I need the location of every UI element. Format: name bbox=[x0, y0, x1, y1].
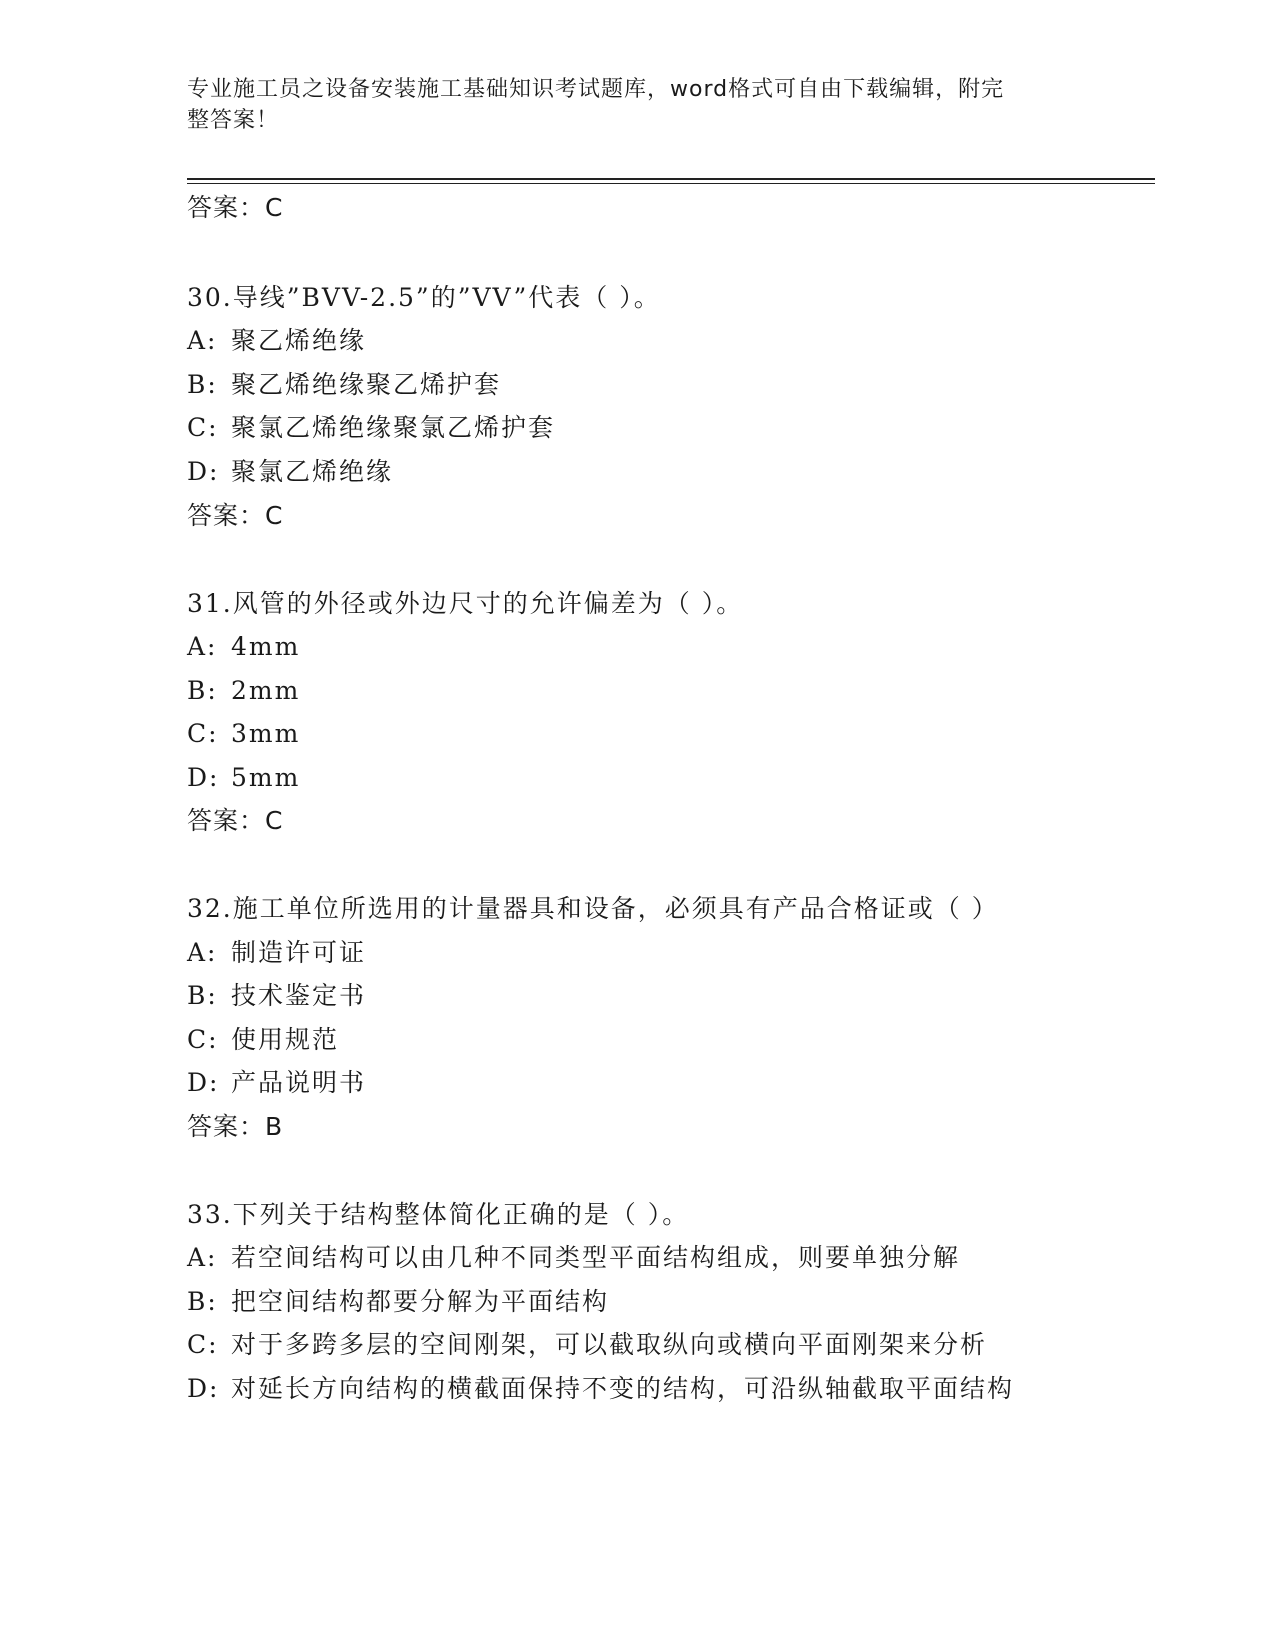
option-a bbox=[187, 1242, 960, 1274]
option-c bbox=[187, 412, 555, 444]
option-a bbox=[187, 937, 366, 969]
option-text: 4mm bbox=[231, 632, 301, 661]
option-text: 2mm bbox=[231, 676, 301, 705]
option-b bbox=[187, 1286, 609, 1318]
option-text: 若空间结构可以由几种不同类型平面结构组成，则要单独分解 bbox=[231, 1243, 961, 1272]
option-label: C: bbox=[187, 1330, 219, 1359]
question-stem: 32.施工单位所选用的计量器具和设备，必须具有产品合格证或（ ） bbox=[187, 894, 999, 923]
option-text: 产品说明书 bbox=[231, 1068, 367, 1097]
answer-line: 答案：B bbox=[187, 1112, 284, 1141]
option-label: A: bbox=[187, 326, 218, 355]
option-text: 对于多跨多层的空间刚架，可以截取纵向或横向平面刚架来分析 bbox=[231, 1330, 988, 1359]
option-d bbox=[187, 456, 393, 488]
option-a bbox=[187, 631, 300, 663]
option-c bbox=[187, 1024, 339, 1056]
answer-line: 答案：C bbox=[187, 193, 284, 222]
option-label: A: bbox=[187, 632, 218, 661]
option-label: D: bbox=[187, 457, 220, 486]
option-d bbox=[187, 762, 300, 794]
option-label: D: bbox=[187, 763, 220, 792]
header-divider-thick bbox=[187, 178, 1155, 180]
option-label: C: bbox=[187, 413, 219, 442]
option-text: 聚氯乙烯绝缘 bbox=[231, 457, 394, 486]
option-label: C: bbox=[187, 719, 219, 748]
option-text: 制造许可证 bbox=[231, 938, 367, 967]
question-stem: 30.导线”BVV-2.5”的”VV”代表（ ）。 bbox=[187, 283, 661, 312]
answer-line: 答案：C bbox=[187, 806, 284, 835]
option-label: D: bbox=[187, 1068, 220, 1097]
option-a bbox=[187, 325, 366, 357]
option-d bbox=[187, 1373, 1014, 1405]
option-label: B: bbox=[187, 676, 218, 705]
option-label: D: bbox=[187, 1374, 220, 1403]
question-stem: 31.风管的外径或外边尺寸的允许偏差为（ ）。 bbox=[187, 589, 744, 618]
option-label: B: bbox=[187, 370, 218, 399]
question-stem: 33.下列关于结构整体简化正确的是（ ）。 bbox=[187, 1200, 690, 1229]
option-text: 把空间结构都要分解为平面结构 bbox=[231, 1287, 610, 1316]
option-text: 聚乙烯绝缘聚乙烯护套 bbox=[231, 370, 502, 399]
option-text: 聚乙烯绝缘 bbox=[231, 326, 367, 355]
option-d bbox=[187, 1067, 366, 1099]
option-c bbox=[187, 1329, 987, 1361]
option-c bbox=[187, 718, 300, 750]
option-label: B: bbox=[187, 981, 218, 1010]
header-line-1: 专业施工员之设备安装施工基础知识考试题库，word格式可自由下载编辑，附完 bbox=[187, 77, 1005, 102]
answer-line: 答案：C bbox=[187, 501, 284, 530]
option-text: 技术鉴定书 bbox=[231, 981, 367, 1010]
option-text: 聚氯乙烯绝缘聚氯乙烯护套 bbox=[231, 413, 556, 442]
header-line-2: 整答案！ bbox=[187, 108, 280, 133]
option-label: A: bbox=[187, 1243, 218, 1272]
option-text: 5mm bbox=[231, 763, 301, 792]
option-label: C: bbox=[187, 1025, 219, 1054]
option-text: 3mm bbox=[231, 719, 301, 748]
option-b bbox=[187, 980, 366, 1012]
option-text: 使用规范 bbox=[231, 1025, 340, 1054]
document-header bbox=[187, 74, 1067, 136]
option-text: 对延长方向结构的横截面保持不变的结构，可沿纵轴截取平面结构 bbox=[231, 1374, 1015, 1403]
option-b bbox=[187, 675, 300, 707]
option-b bbox=[187, 369, 501, 401]
option-label: B: bbox=[187, 1287, 218, 1316]
option-label: A: bbox=[187, 938, 218, 967]
header-divider-thin bbox=[187, 183, 1155, 184]
